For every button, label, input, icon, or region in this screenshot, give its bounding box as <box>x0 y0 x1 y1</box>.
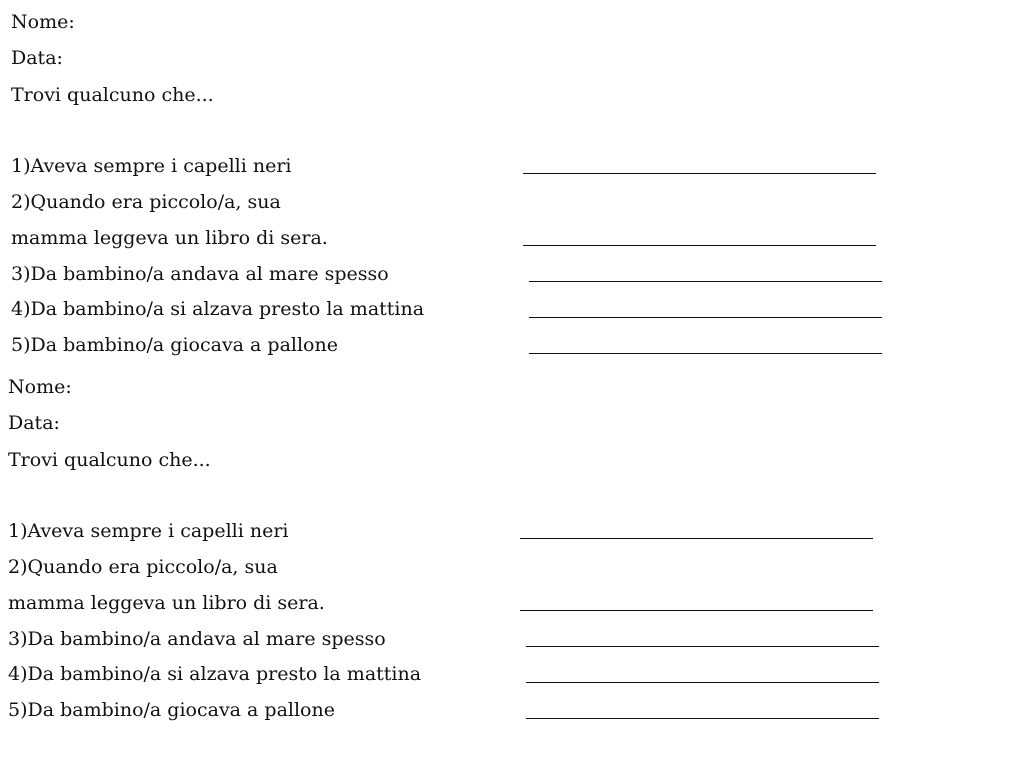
answer-line-5[interactable] <box>526 718 879 719</box>
date-label: Data: <box>8 412 60 434</box>
intro-text: Trovi qualcuno che... <box>11 84 214 106</box>
question-5: 5)Da bambino/a giocava a pallone <box>11 334 338 356</box>
question-3: 3)Da bambino/a andava al mare spesso <box>8 628 386 650</box>
answer-line-2[interactable] <box>523 245 876 246</box>
answer-line-1[interactable] <box>523 173 876 174</box>
question-2-line-2: mamma leggeva un libro di sera. <box>8 592 325 614</box>
question-2-line-1: 2)Quando era piccolo/a, sua <box>11 191 281 213</box>
answer-line-3[interactable] <box>529 281 882 282</box>
question-1: 1)Aveva sempre i capelli neri <box>11 155 292 177</box>
question-5: 5)Da bambino/a giocava a pallone <box>8 699 335 721</box>
answer-line-4[interactable] <box>526 682 879 683</box>
name-label: Nome: <box>8 376 72 398</box>
intro-text: Trovi qualcuno che... <box>8 449 211 471</box>
answer-line-5[interactable] <box>529 353 882 354</box>
question-4: 4)Da bambino/a si alzava presto la mattina <box>11 298 425 320</box>
answer-line-1[interactable] <box>520 538 873 539</box>
question-3: 3)Da bambino/a andava al mare spesso <box>11 263 389 285</box>
question-2-line-1: 2)Quando era piccolo/a, sua <box>8 556 278 578</box>
answer-line-3[interactable] <box>526 646 879 647</box>
question-4: 4)Da bambino/a si alzava presto la mattina <box>8 663 422 685</box>
answer-line-2[interactable] <box>520 610 873 611</box>
answer-line-4[interactable] <box>529 317 882 318</box>
name-label: Nome: <box>11 11 75 33</box>
question-2-line-2: mamma leggeva un libro di sera. <box>11 227 328 249</box>
question-1: 1)Aveva sempre i capelli neri <box>8 520 289 542</box>
date-label: Data: <box>11 47 63 69</box>
